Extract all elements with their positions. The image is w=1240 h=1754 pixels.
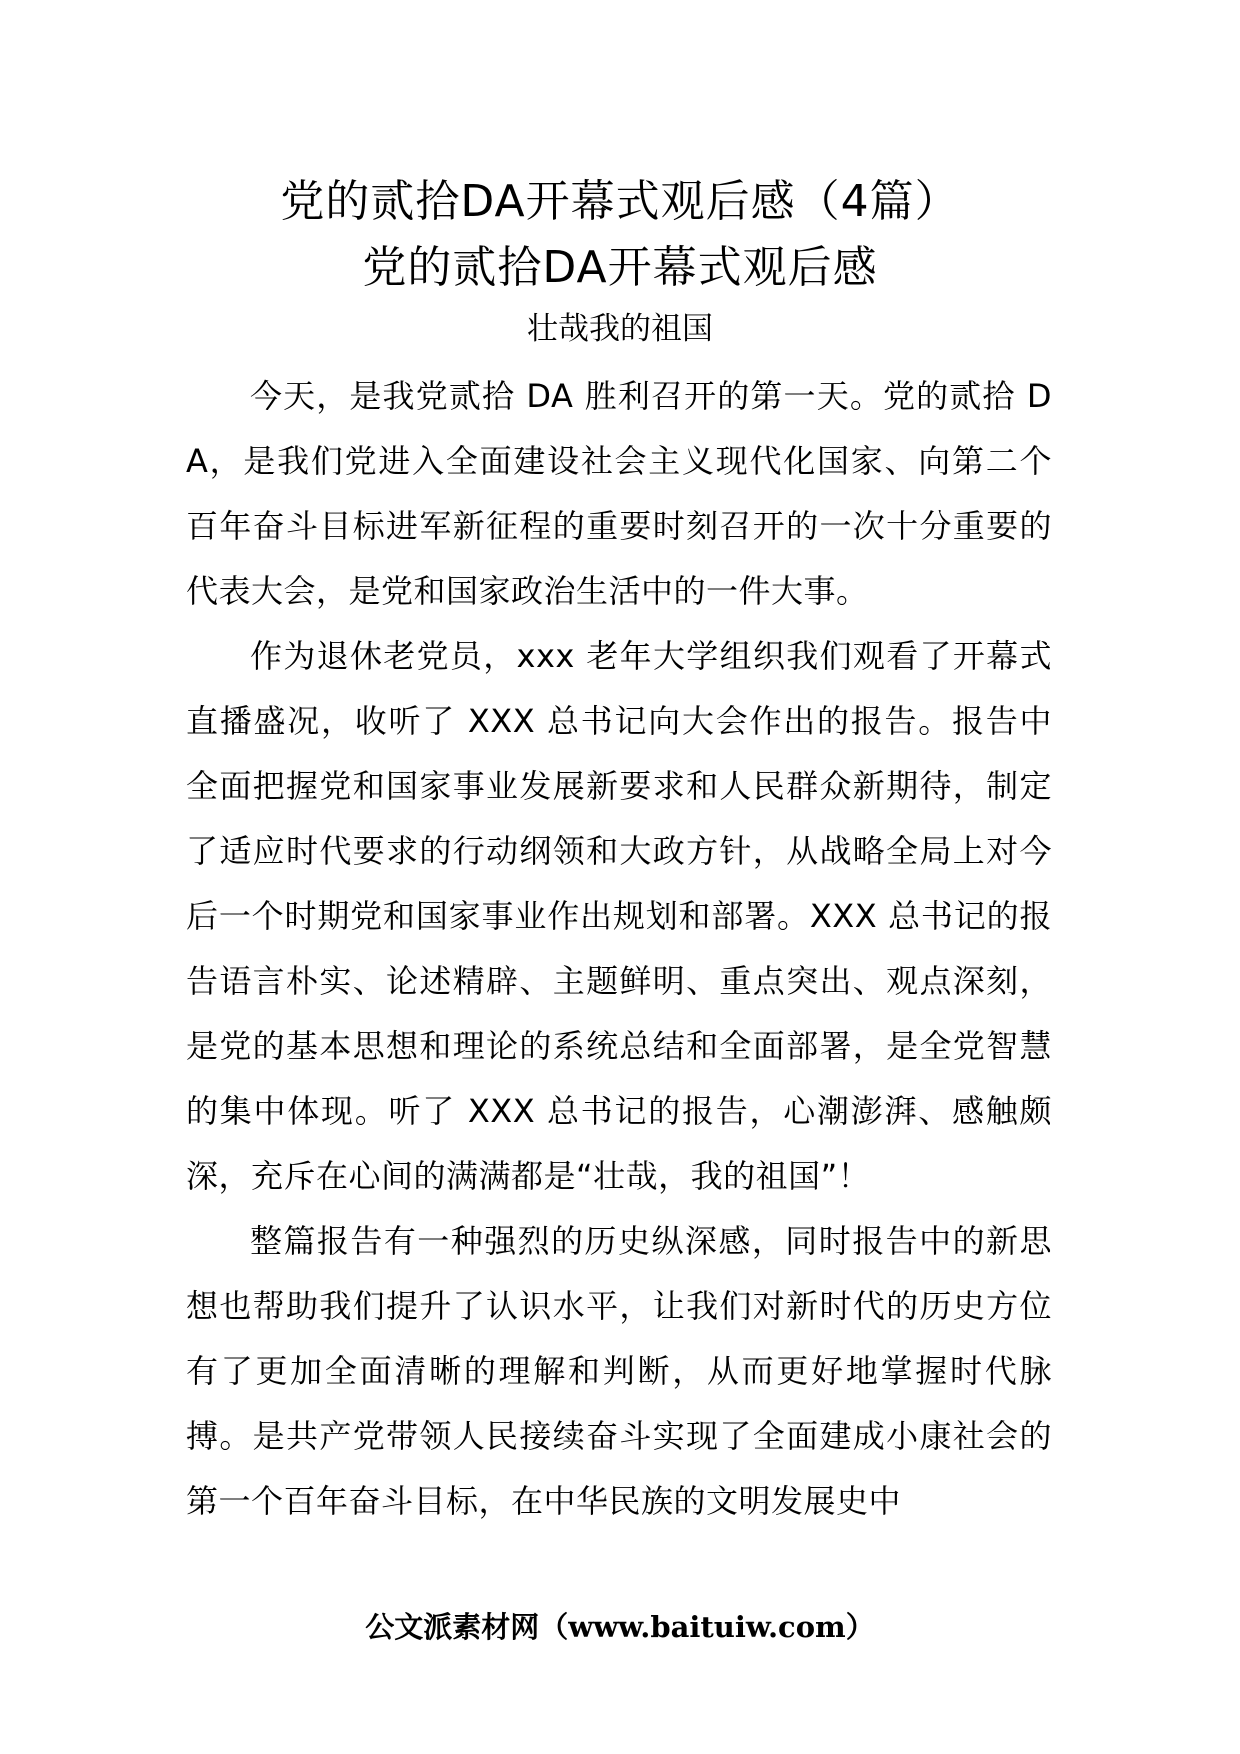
paragraph: 今天，是我党贰拾 DA 胜利召开的第一天。党的贰拾 DA，是我们党进入全面建设社会主义现代化国家、向第二个百年奋斗目标进军新征程的重要时刻召开的一次十分重要的代表大会，是党和国家政治生活中的一件大事。 <box>186 377 1052 610</box>
paragraph: 整篇报告有一种强烈的历史纵深感，同时报告中的新思想也帮助我们提升了认识水平，让我们对新时代的历史方位有了更加全面清晰的理解和判断，从而更好地掌握时代脉搏。是共产党带领人民接续奋斗实现了全面建成小康社会的第一个百年奋斗目标，在中华民族的文明发展史中 <box>186 1222 1052 1520</box>
document-subtitle-heading: 党的贰拾DA开幕式观后感 <box>362 242 878 293</box>
article-subtitle: 壮哉我的祖国 <box>527 311 713 347</box>
page-footer-watermark: 公文派素材网（www.baituiw.com） <box>365 1610 875 1644</box>
article-body <box>186 364 1052 1534</box>
document-title: 党的贰拾DA开幕式观后感（4篇） <box>280 176 960 227</box>
paragraph: 作为退休老党员，xxx 老年大学组织我们观看了开幕式直播盛况，收听了 XXX 总书记向大会作出的报告。报告中全面把握党和国家事业发展新要求和人民群众新期待，制定了适应时代要求的行动纲领和大政方针，从战略全局上对今后一个时期党和国家事业作出规划和部署。XXX 总书记的报告语言朴实、论述精辟、主题鲜明、重点突出、观点深刻，是党的基本思想和理论的系统总结和全面部署，是全党智慧的集中体现。听了 XXX 总书记的报告，心潮澎湃、感触颇深，充斥在心间的满满都是“壮哉，我的祖国”！ <box>186 637 1052 1195</box>
